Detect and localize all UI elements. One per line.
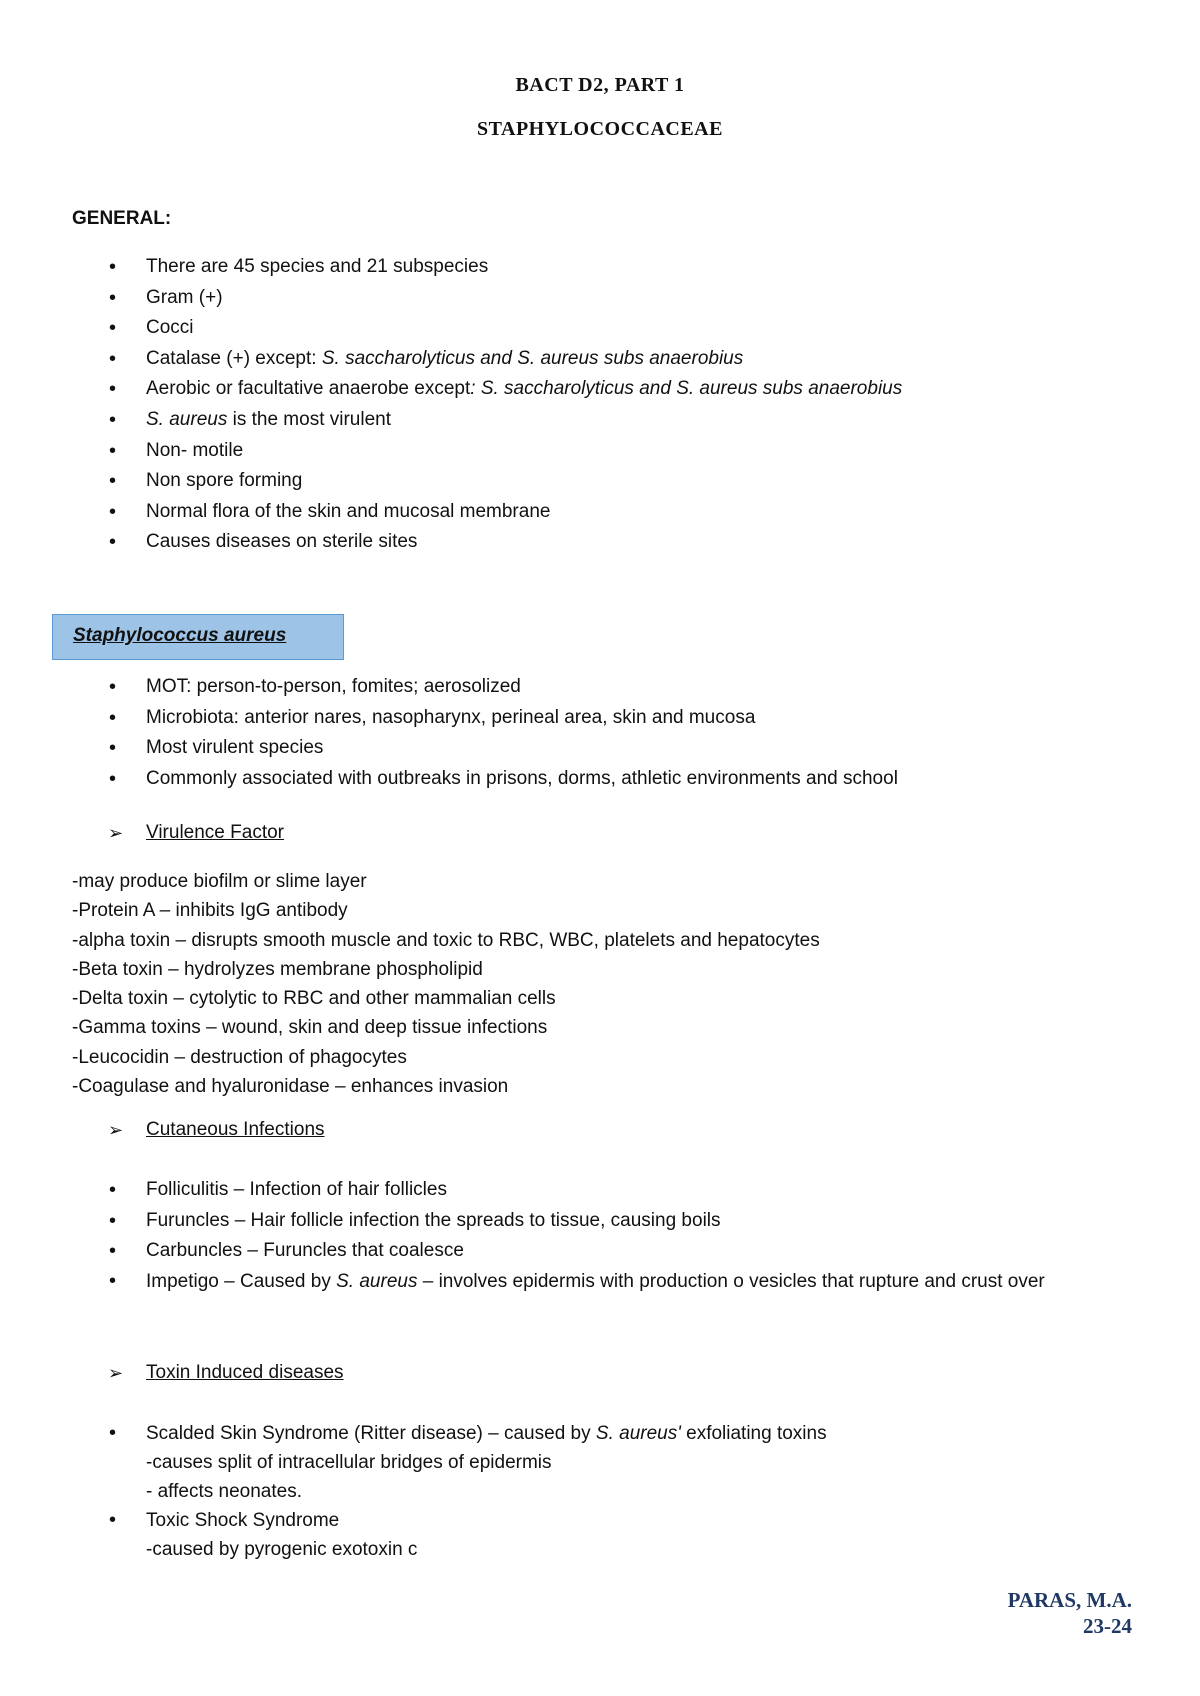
cutaneous-list [0, 1175, 1200, 1296]
list-item: -Protein A – inhibits IgG antibody [72, 900, 348, 922]
list-item: • Furuncles – Hair follicle infection the spreads to tissue, causing boils [0, 1206, 1200, 1237]
list-subline: - affects neonates. [146, 1481, 302, 1502]
list-item: -Beta toxin – hydrolyzes membrane phospholipid [72, 958, 483, 980]
list-item: • Carbuncles – Furuncles that coalesce [0, 1236, 1200, 1267]
list-item: • MOT: person-to-person, fomites; aerosolized [0, 672, 1200, 703]
list-item: • Catalase (+) except: S. saccharolyticus and S. aureus subs anaerobius [0, 344, 1200, 375]
list-item: • Folliculitis – Infection of hair follicles [0, 1175, 1200, 1206]
list-item: -may produce biofilm or slime layer [72, 871, 367, 892]
list-item: -Leucocidin – destruction of phagocytes [72, 1046, 407, 1068]
arrowhead-bullet-icon: ➢ [108, 822, 124, 843]
document-title: BACT D2, PART 1 [515, 74, 685, 96]
general-label: GENERAL: [72, 208, 172, 229]
list-item: • S. aureus is the most virulent [0, 405, 1200, 436]
toxin-heading: Toxin Induced diseases [146, 1362, 344, 1383]
list-item: • Scalded Skin Syndrome (Ritter disease) – caused by S. aureus' exfoliating toxins -causes split of intracellular bridges of epidermis - affects neonates. [0, 1419, 1200, 1506]
footer-author: PARAS, M.A. [1007, 1588, 1132, 1612]
list-item: -alpha toxin – disrupts smooth muscle and toxic to RBC, WBC, platelets and hepatocytes [72, 929, 820, 951]
arrowhead-bullet-icon: ➢ [108, 1119, 124, 1140]
list-item: • Aerobic or facultative anaerobe except: S. saccharolyticus and S. aureus subs anaerobius [0, 374, 1200, 405]
footer-author-block [1008, 1587, 1132, 1639]
list-subline: -caused by pyrogenic exotoxin c [146, 1539, 418, 1560]
list-item: • Impetigo – Caused by S. aureus – involves epidermis with production o vesicles that rupture and crust over [0, 1267, 1200, 1296]
list-item: -Coagulase and hyaluronidase – enhances invasion [72, 1076, 509, 1098]
list-item: • Commonly associated with outbreaks in prisons, dorms, athletic environments and school [0, 764, 1200, 795]
list-item: • Normal flora of the skin and mucosal membrane [0, 497, 1200, 528]
cutaneous-heading-row [108, 1119, 325, 1141]
saureus-heading-box [52, 614, 344, 660]
virulence-list [72, 867, 820, 1101]
list-item: • Toxic Shock Syndrome -caused by pyrogenic exotoxin c [0, 1506, 1200, 1564]
list-item: • Causes diseases on sterile sites [0, 527, 1200, 558]
saureus-list [0, 672, 1200, 794]
document-subtitle: STAPHYLOCOCCACEAE [477, 118, 723, 140]
list-item: • Non- motile [0, 436, 1200, 467]
list-item: -Gamma toxins – wound, skin and deep tissue infections [72, 1017, 548, 1039]
toxin-list [0, 1419, 1200, 1564]
general-list [0, 252, 1200, 558]
list-item: • Gram (+) [0, 283, 1200, 314]
arrowhead-bullet-icon: ➢ [108, 1362, 124, 1383]
list-item: • Most virulent species [0, 733, 1200, 764]
list-item: • Non spore forming [0, 466, 1200, 497]
list-subline: -causes split of intracellular bridges of epidermis [146, 1452, 552, 1473]
list-item: -Delta toxin – cytolytic to RBC and other mammalian cells [72, 988, 556, 1010]
list-item: • Microbiota: anterior nares, nasopharynx, perineal area, skin and mucosa [0, 703, 1200, 734]
footer-year: 23-24 [1083, 1614, 1132, 1638]
virulence-heading: Virulence Factor [146, 822, 284, 843]
list-item: • There are 45 species and 21 subspecies [0, 252, 1200, 283]
list-item: • Cocci [0, 313, 1200, 344]
virulence-heading-row [108, 822, 284, 844]
cutaneous-heading: Cutaneous Infections [146, 1119, 325, 1140]
saureus-heading: Staphylococcus aureus [73, 625, 287, 646]
toxin-heading-row [108, 1362, 344, 1384]
